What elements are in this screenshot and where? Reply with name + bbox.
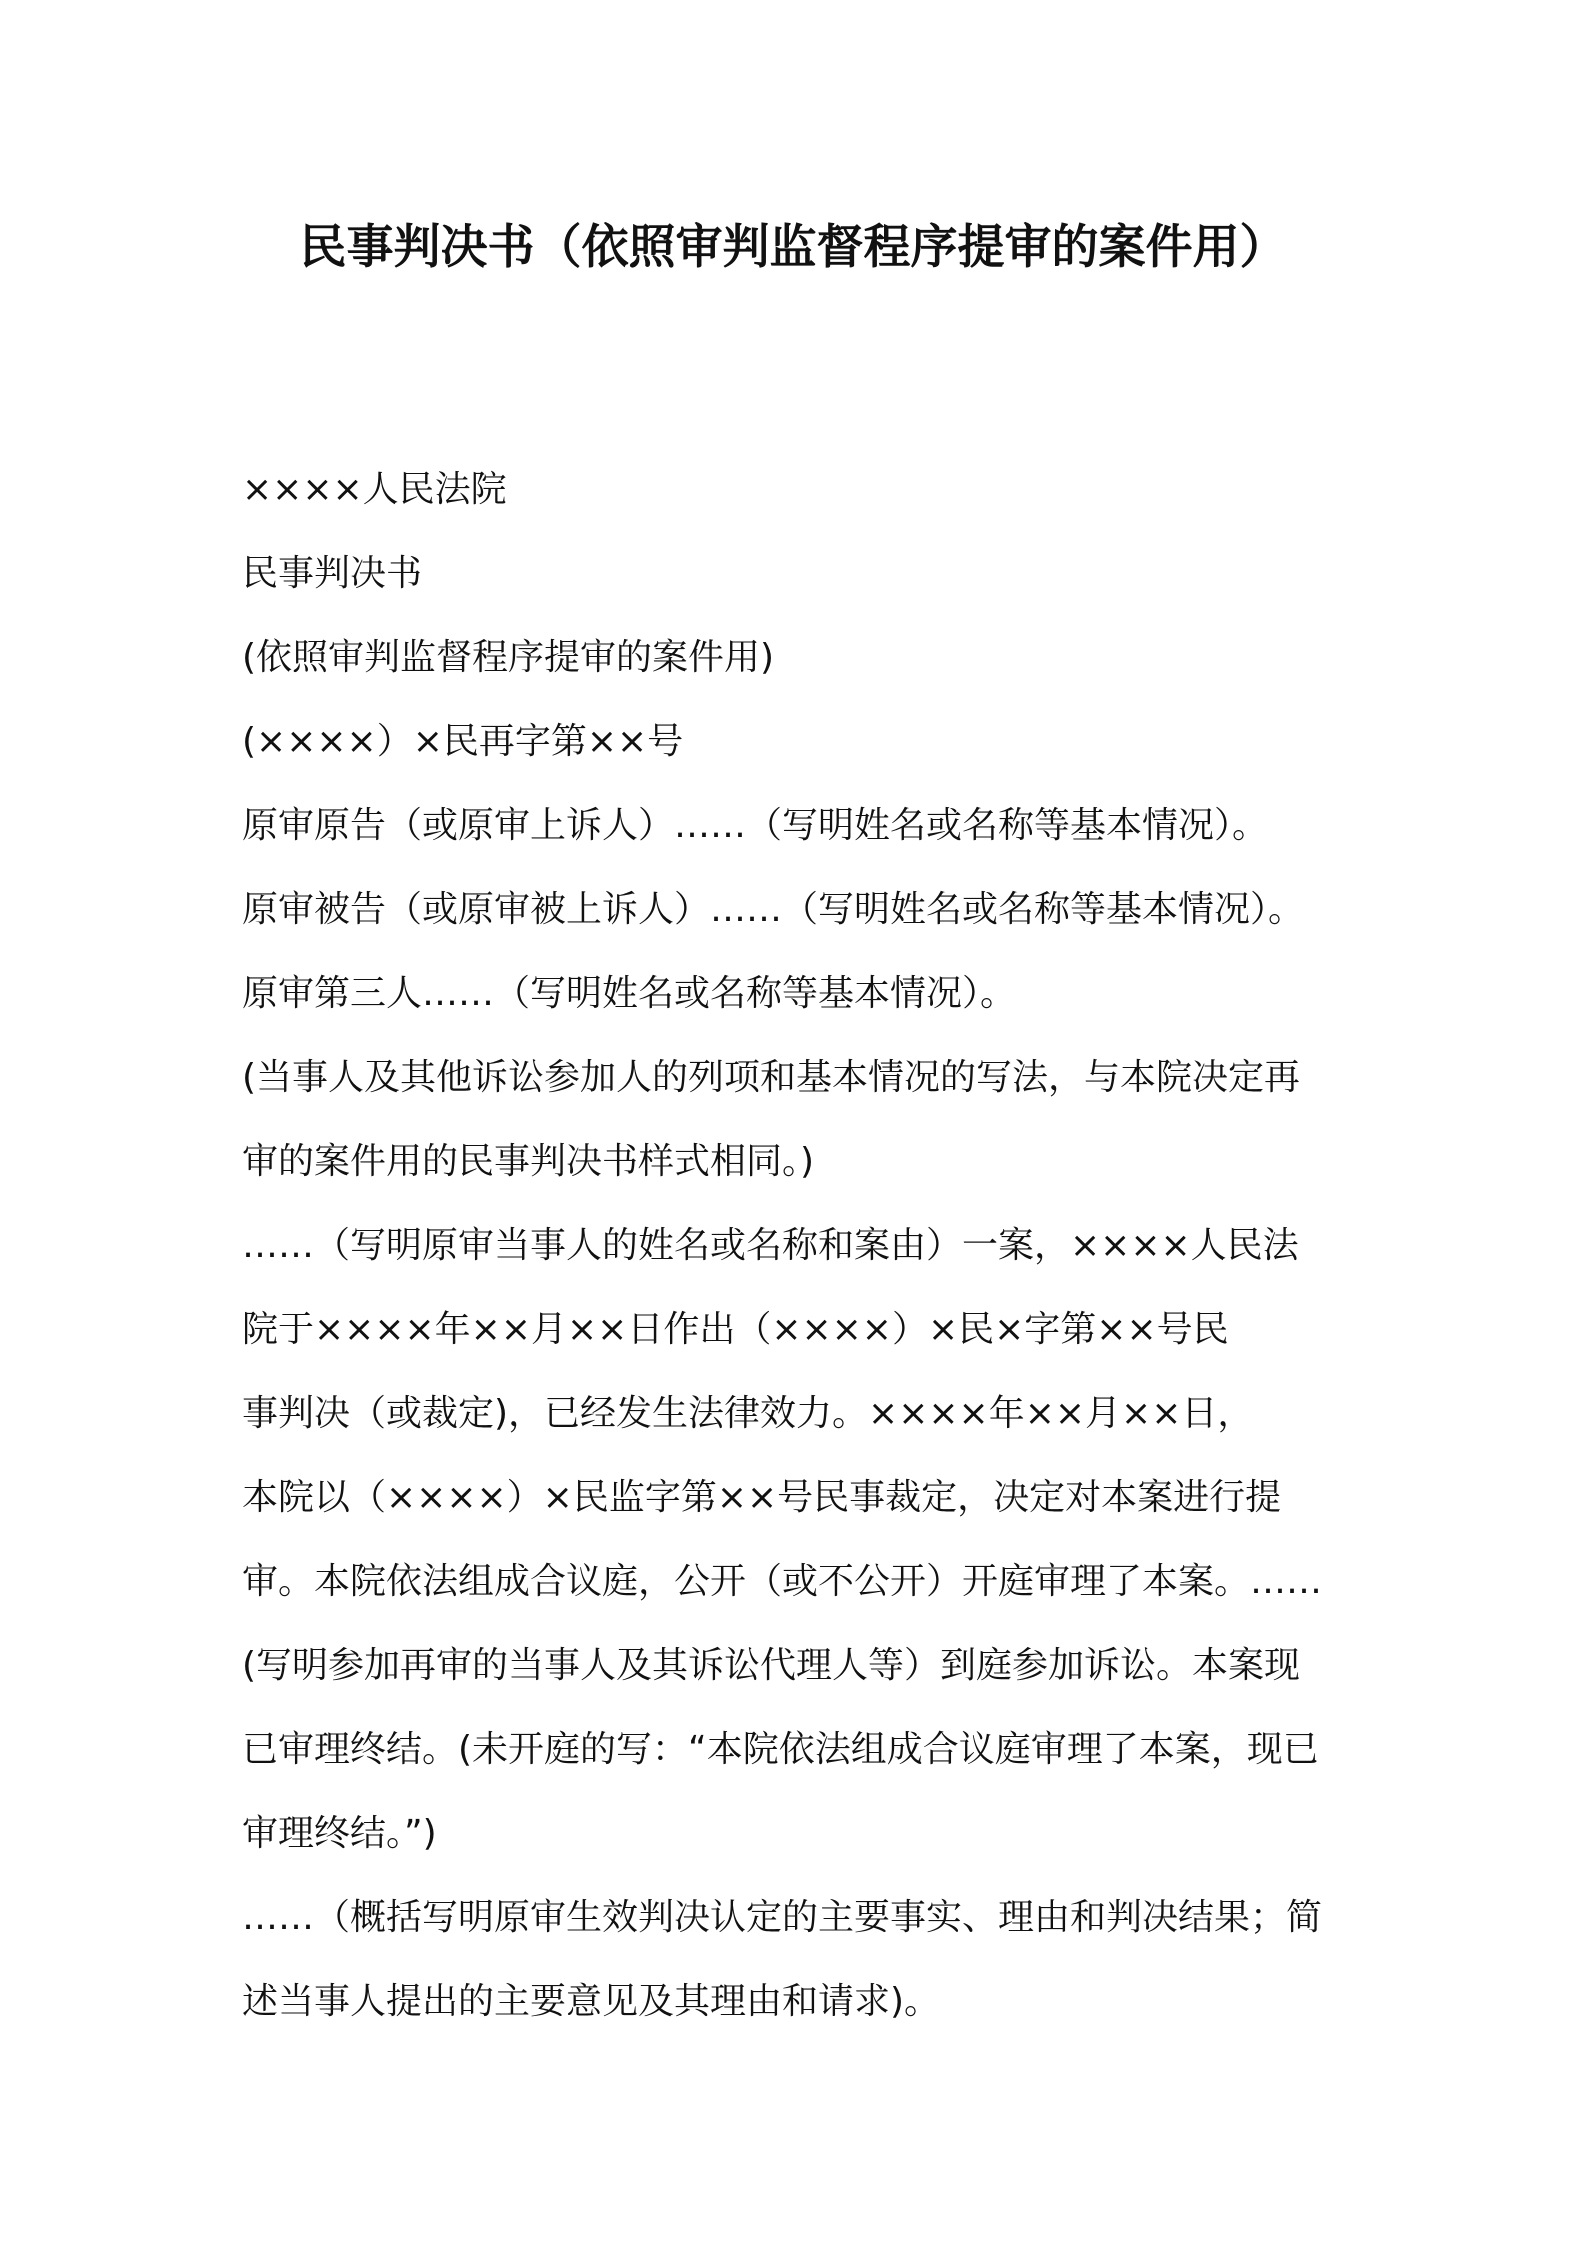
- paragraph-line: 述当事人提出的主要意见及其理由和请求)。: [242, 1981, 941, 2022]
- paragraph-line: 院于××××年××月××日作出（××××）×民×字第××号民: [242, 1309, 1229, 1350]
- paragraph-line: 审。本院依法组成合议庭，公开（或不公开）开庭审理了本案。……: [242, 1561, 1323, 1602]
- paragraph-line: 审理终结。”): [242, 1813, 437, 1854]
- paragraph-line: ……（概括写明原审生效判决认定的主要事实、理由和判决结果；简: [242, 1897, 1323, 1938]
- paragraph-line: 已审理终结。(未开庭的写：“本院依法组成合议庭审理了本案，现已: [242, 1729, 1319, 1770]
- document-title: 民事判决书（依照审判监督程序提审的案件用）: [299, 220, 1287, 275]
- paragraph-line: (当事人及其他诉讼参加人的列项和基本情况的写法，与本院决定再: [242, 1057, 1301, 1098]
- case-number-line: (××××）×民再字第××号: [242, 721, 684, 762]
- paragraph-line: (写明参加再审的当事人及其诉讼代理人等）到庭参加诉讼。本案现: [242, 1645, 1301, 1686]
- document-body: [242, 448, 1362, 2044]
- court-name-line: ××××人民法院: [242, 469, 507, 510]
- document-type-line: 民事判决书: [242, 553, 423, 594]
- original-third-party-line: 原审第三人……（写明姓名或名称等基本情况）。: [242, 973, 1017, 1014]
- usage-note-line: (依照审判监督程序提审的案件用): [242, 637, 775, 678]
- paragraph-line: 本院以（××××）×民监字第××号民事裁定，决定对本案进行提: [242, 1477, 1282, 1518]
- paragraph-line: 审的案件用的民事判决书样式相同。): [242, 1141, 815, 1182]
- paragraph-line: ……（写明原审当事人的姓名或名称和案由）一案，××××人民法: [242, 1225, 1299, 1266]
- paragraph-line: 事判决（或裁定)，已经发生法律效力。××××年××月××日，: [242, 1393, 1254, 1434]
- original-plaintiff-line: 原审原告（或原审上诉人）……（写明姓名或名称等基本情况）。: [242, 805, 1269, 846]
- original-defendant-line: 原审被告（或原审被上诉人）……（写明姓名或名称等基本情况）。: [242, 889, 1305, 930]
